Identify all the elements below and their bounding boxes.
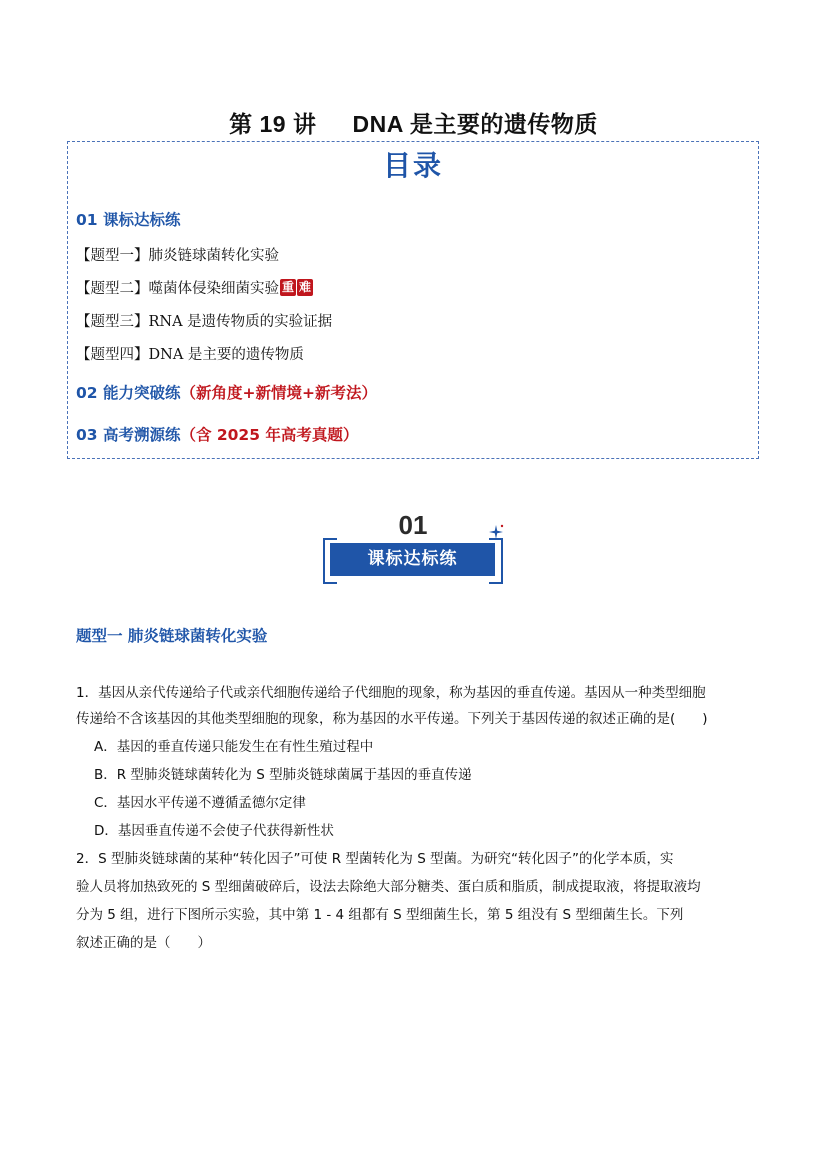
question-1-option-c[interactable]: C．基因水平传递不遵循孟德尔定律	[94, 795, 306, 811]
toc-type-label: 【题型四】DNA 是主要的遗传物质	[76, 347, 304, 363]
badge-difficult: 难	[299, 280, 312, 294]
toc-section-1[interactable]: 01 课标达标练	[76, 211, 181, 229]
question-1-line-2: 传递给不含该基因的其他类型细胞的现象，称为基因的水平传递。下列关于基因传递的叙述正确的是( )	[76, 711, 708, 727]
sparkle-icon	[488, 524, 504, 540]
toc-type-label: 【题型二】噬菌体侵染细菌实验	[76, 281, 279, 297]
title-lecture-number: 第 19 讲	[229, 111, 317, 137]
question-2-line-2: 验人员将加热致死的 S 型细菌破碎后，设法去除绝大部分糖类、蛋白质和脂质，制成提取液，将提取液均	[76, 879, 701, 895]
table-of-contents	[67, 141, 759, 459]
document-title	[0, 106, 827, 139]
toc-type-1[interactable]	[76, 244, 279, 265]
toc-section-3-note: （含 2025 年高考真题）	[180, 426, 359, 444]
toc-section-2-note: （新角度+新情境+新考法）	[180, 384, 377, 402]
question-1-option-b[interactable]: B．R 型肺炎链球菌转化为 S 型肺炎链球菌属于基因的垂直传递	[94, 767, 472, 783]
question-type-heading: 题型一 肺炎链球菌转化实验	[76, 627, 268, 645]
banner-label: 课标达标练	[330, 543, 495, 576]
section-banner	[320, 510, 506, 580]
toc-type-2[interactable]	[76, 277, 313, 298]
question-2-line-4: 叙述正确的是（ ）	[76, 935, 211, 951]
badge-important: 重	[282, 280, 295, 294]
toc-section-2[interactable]	[76, 381, 377, 403]
question-1-option-a[interactable]: A．基因的垂直传递只能发生在有性生殖过程中	[94, 739, 374, 755]
banner-number: 01	[398, 510, 428, 540]
question-2-line-3: 分为 5 组，进行下图所示实验，其中第 1 - 4 组都有 S 型细菌生长，第 5 组没有 S 型细菌生长。下列	[76, 907, 684, 923]
toc-type-label: 【题型一】肺炎链球菌转化实验	[76, 248, 279, 264]
toc-type-4[interactable]	[76, 343, 304, 364]
toc-section-3[interactable]	[76, 423, 358, 445]
toc-type-label: 【题型三】RNA 是遗传物质的实验证据	[76, 314, 333, 330]
toc-type-3[interactable]	[76, 310, 332, 331]
title-topic: DNA 是主要的遗传物质	[352, 111, 598, 137]
toc-section-3-title: 03 高考溯源练	[76, 426, 181, 444]
toc-heading: 目录	[382, 149, 443, 182]
question-1-option-d[interactable]: D．基因垂直传递不会使子代获得新性状	[94, 823, 334, 839]
question-2-line-1: 2．S 型肺炎链球菌的某种“转化因子”可使 R 型菌转化为 S 型菌。为研究“转化因子”的化学本质，实	[76, 851, 674, 867]
toc-section-2-title: 02 能力突破练	[76, 384, 181, 402]
question-1-line-1: 1．基因从亲代传递给子代或亲代细胞传递给子代细胞的现象，称为基因的垂直传递。基因从一种类型细胞	[76, 685, 706, 701]
